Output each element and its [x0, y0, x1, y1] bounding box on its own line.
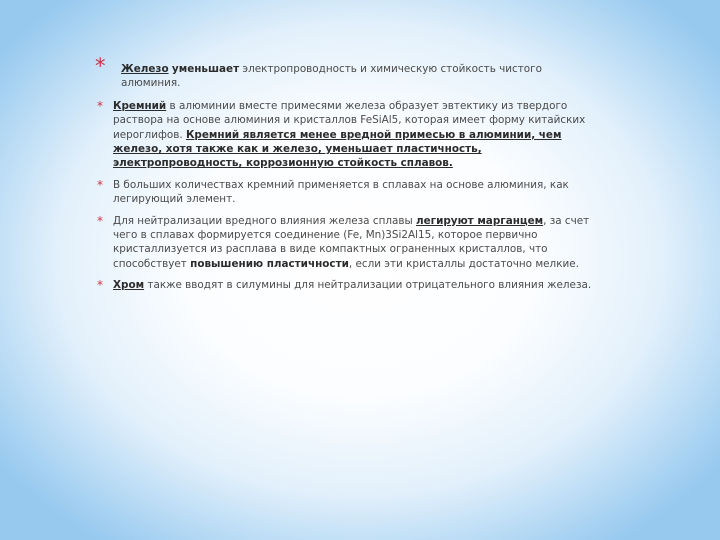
- emphasis-silicon-harm: Кремний является менее вредной примесью в алюминии, чем железо, хотя также как и железо, уменьшает пластичность, электропроводность, коррозионную стойкость сплавов.: [113, 128, 562, 170]
- text-span: Для нейтрализации вредного влияния железа сплавы: [113, 214, 416, 227]
- term-chromium: Хром: [113, 279, 145, 292]
- term-iron: Железо: [121, 63, 169, 75]
- bullet-text: [113, 100, 585, 170]
- star-bullet-icon: *: [95, 54, 106, 78]
- text-span: также вводят в силумины для нейтрализации отрицательного влияния железа.: [144, 279, 592, 292]
- star-bullet-icon: *: [97, 213, 103, 228]
- text-span: , если эти кристаллы достаточно мелкие.: [348, 257, 579, 270]
- bullet-silicon-alloying: [92, 178, 592, 207]
- bullet-silicon: [92, 99, 592, 171]
- bullet-text: [121, 62, 592, 91]
- bullet-manganese: [92, 214, 592, 272]
- text-span: , за счет чего в сплавах формируется соединение (Fe, Mn)3Si2Al15, которое первично кристаллизуется из расплава в виде компактных ограненных кристаллов, что способствует: [113, 214, 590, 270]
- star-bullet-icon: *: [97, 177, 103, 192]
- text-span: в алюминии вместе примесями железа образует эвтектику из твердого раствора на основе алюминия и кристаллов FeSiAl5, которая имеет форму китайских иероглифов.: [113, 99, 586, 141]
- slide-body: [92, 54, 592, 300]
- star-bullet-icon: *: [97, 98, 103, 113]
- emphasis-plasticity: повышению пластичности: [190, 257, 349, 270]
- emphasis-manganese: легируют марганцем: [416, 214, 544, 227]
- bullet-text: В больших количествах кремний применяется в сплавах на основе алюминия, как легирующий элемент.: [113, 178, 569, 206]
- bullet-chromium: [92, 278, 592, 292]
- bullet-text: [113, 279, 591, 291]
- emphasis-reduces: уменьшает: [171, 63, 240, 75]
- star-bullet-icon: *: [97, 278, 103, 293]
- term-silicon: Кремний: [113, 99, 167, 112]
- bullet-text: [113, 215, 589, 270]
- bullet-iron: [92, 54, 592, 91]
- text-span: электропроводность и химическую стойкость чистого алюминия.: [121, 63, 542, 90]
